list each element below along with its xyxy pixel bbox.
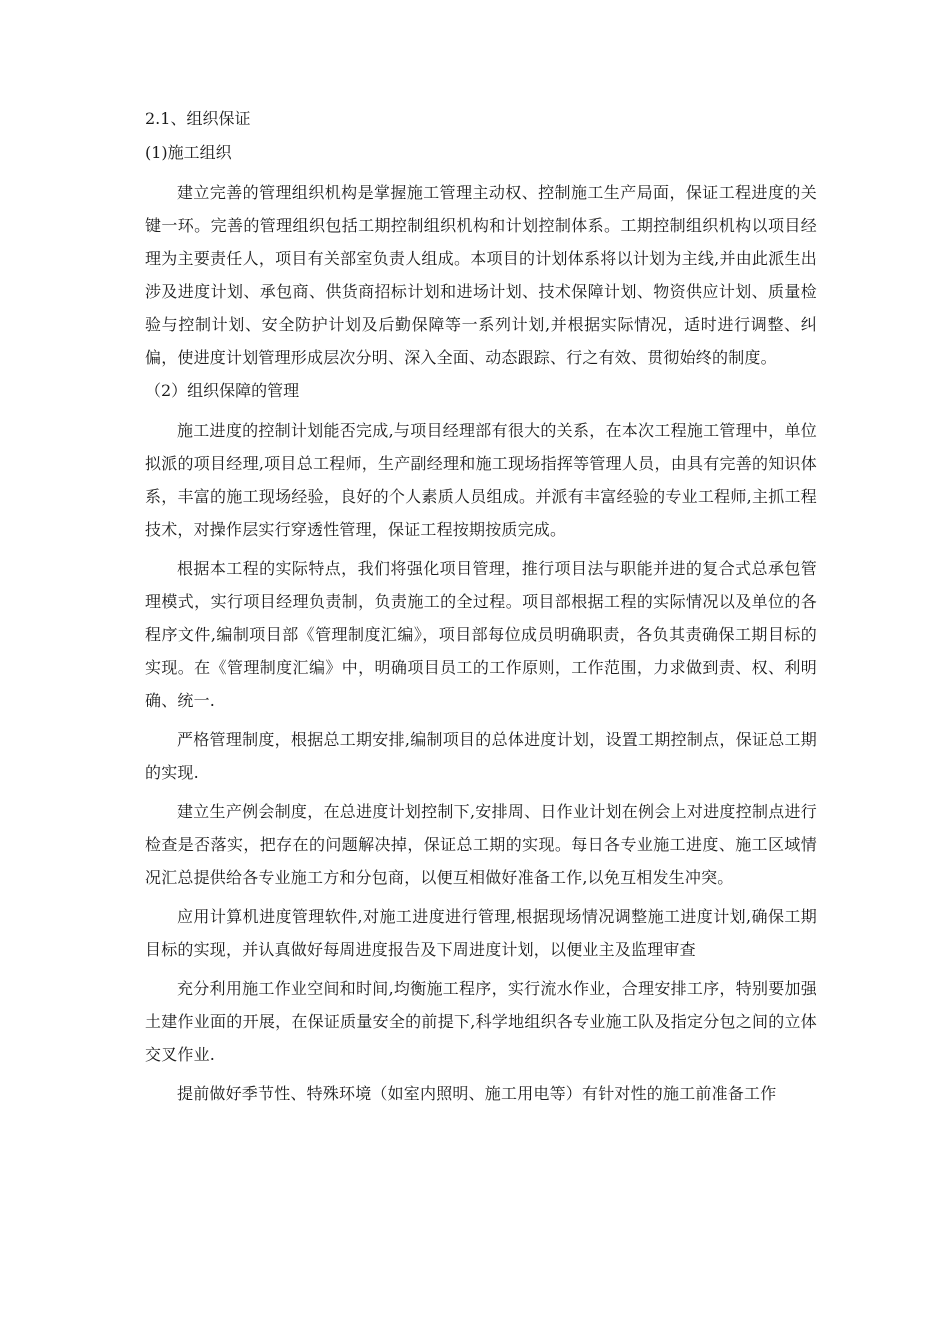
paragraph: 施工进度的控制计划能否完成,与项目经理部有很大的关系，在本次工程施工管理中，单位拟派的项目经理,项目总工程师，生产副经理和施工现场指挥等管理人员，由具有完善的知识体系，丰富的施工现场经验，良好的个人素质人员组成。并派有丰富经验的专业工程师,主抓工程技术，对操作层实行穿透性管理，保证工程按期按质完成。 <box>145 421 817 539</box>
paragraph: 严格管理制度，根据总工期安排,编制项目的总体进度计划，设置工期控制点，保证总工期的实现. <box>145 730 817 782</box>
paragraph: 应用计算机进度管理软件,对施工进度进行管理,根据现场情况调整施工进度计划,确保工期目标的实现，并认真做好每周进度报告及下周进度计划，以便业主及监理审查 <box>145 907 817 959</box>
paragraph: 根据本工程的实际特点，我们将强化项目管理，推行项目法与职能并进的复合式总承包管理模式，实行项目经理负责制，负责施工的全过程。项目部根据工程的实际情况以及单位的各程序文件,编制项目部《管理制度汇编》，项目部每位成员明确职责，各负其责确保工期目标的实现。在《管理制度汇编》中，明确项目员工的工作原则，工作范围，力求做到责、权、利明确、统一. <box>145 559 817 710</box>
subsection-heading-construction-organization: (1)施工组织 <box>145 143 232 162</box>
section-heading: 2.1、组织保证 <box>145 109 251 128</box>
paragraph-construction-organization: 建立完善的管理组织机构是掌握施工管理主动权、控制施工生产局面，保证工程进度的关键一环。完善的管理组织包括工期控制组织机构和计划控制体系。工期控制组织机构以项目经理为主要责任人，项目有关部室负责人组成。本项目的计划体系将以计划为主线,并由此派生出涉及进度计划、承包商、供货商招标计划和进场计划、技术保障计划、物资供应计划、质量检验与控制计划、安全防护计划及后勤保障等一系列计划,并根据实际情况，适时进行调整、纠偏，使进度计划管理形成层次分明、深入全面、动态跟踪、行之有效、贯彻始终的制度。 <box>145 183 817 367</box>
paragraph: 充分利用施工作业空间和时间,均衡施工程序，实行流水作业，合理安排工序，特别要加强土建作业面的开展，在保证质量安全的前提下,科学地组织各专业施工队及指定分包之间的立体交叉作业. <box>145 979 817 1064</box>
document-body <box>145 108 817 1110</box>
paragraph: 建立生产例会制度，在总进度计划控制下,安排周、日作业计划在例会上对进度控制点进行检查是否落实，把存在的问题解决掉，保证总工期的实现。每日各专业施工进度、施工区域情况汇总提供给各专业施工方和分包商，以便互相做好准备工作,以免互相发生冲突。 <box>145 802 817 887</box>
subsection-heading-organization-management: （2）组织保障的管理 <box>145 381 300 400</box>
paragraph: 提前做好季节性、特殊环境（如室内照明、施工用电等）有针对性的施工前准备工作 <box>177 1084 777 1103</box>
